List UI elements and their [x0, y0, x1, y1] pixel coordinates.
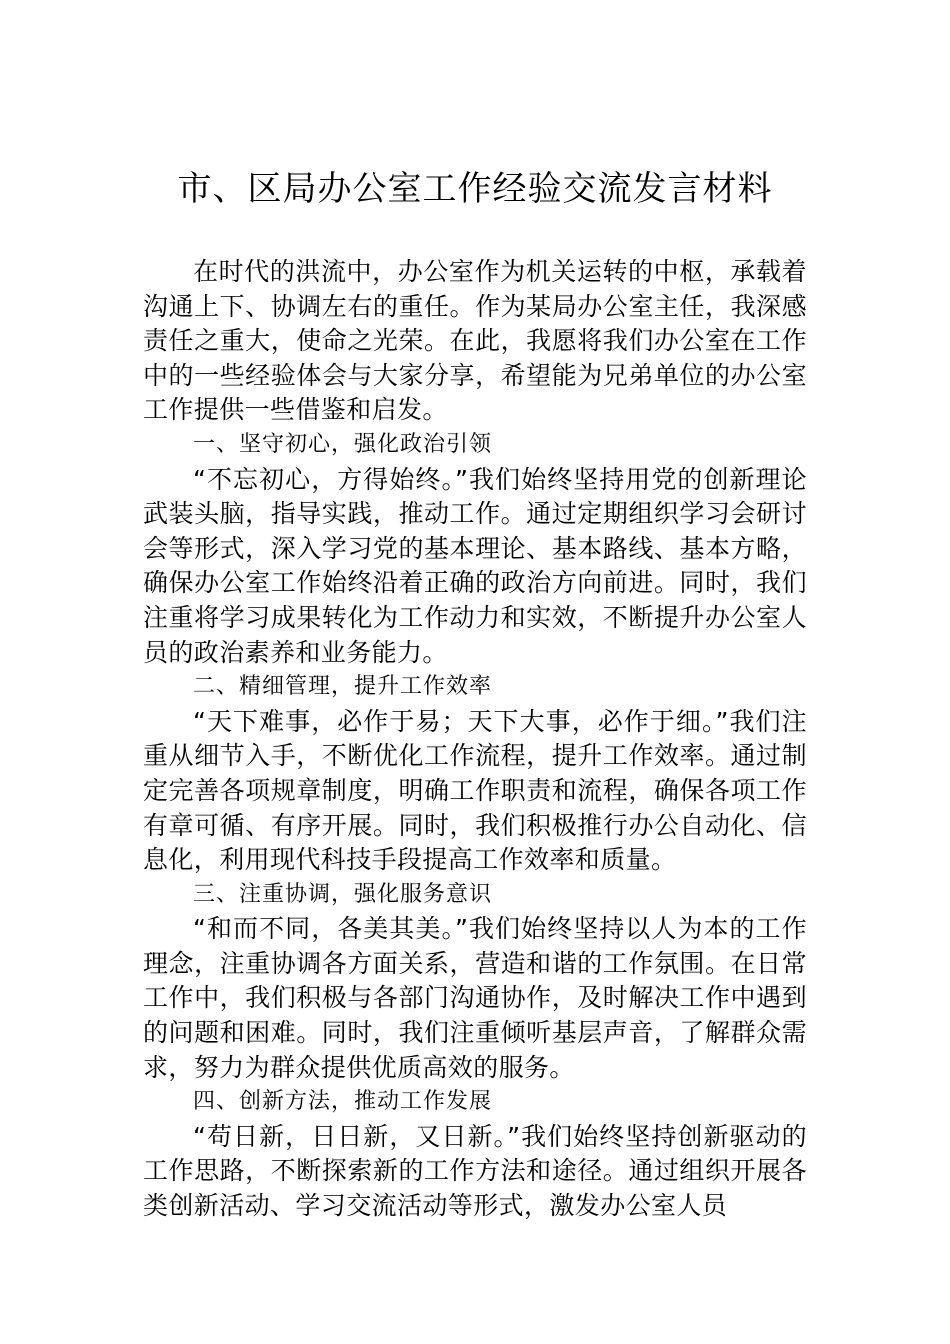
document-body	[143, 255, 807, 1224]
document-title: 市、区局办公室工作经验交流发言材料	[177, 169, 773, 209]
intro-paragraph: 在时代的洪流中，办公室作为机关运转的中枢，承载着沟通上下、协调左右的重任。作为某局办公室主任，我深感责任之重大，使命之光荣。在此，我愿将我们办公室在工作中的一些经验体会与大家分享，希望能为兄弟单位的办公室工作提供一些借鉴和启发。	[143, 257, 807, 425]
section-paragraph-3: “和而不同，各美其美。”我们始终坚持以人为本的工作理念，注重协调各方面关系，营造和谐的工作氛围。在日常工作中，我们积极与各部门沟通协作，及时解决工作中遇到的问题和困难。同时，我们注重倾听基层声音，了解群众需求，努力为群众提供优质高效的服务。	[143, 914, 807, 1082]
section-paragraph-1: “不忘初心，方得始终。”我们始终坚持用党的创新理论武装头脑，指导实践，推动工作。通过定期组织学习会研讨会等形式，深入学习党的基本理论、基本路线、基本方略，确保办公室工作始终沿着正确的政治方向前进。同时，我们注重将学习成果转化为工作动力和实效，不断提升办公室人员的政治素养和业务能力。	[143, 464, 807, 667]
section-paragraph-2: “天下难事，必作于易；天下大事，必作于细。”我们注重从细节入手，不断优化工作流程，提升工作效率。通过制定完善各项规章制度，明确工作职责和流程，确保各项工作有章可循、有序开展。同时，我们积极推行办公自动化、信息化，利用现代科技手段提高工作效率和质量。	[143, 706, 807, 875]
section-paragraph-4: “苟日新，日日新，又日新。”我们始终坚持创新驱动的工作思路，不断探索新的工作方法和途径。通过组织开展各类创新活动、学习交流活动等形式，激发办公室人员	[143, 1121, 807, 1221]
section-heading-1: 一、坚守初心，强化政治引领	[193, 431, 493, 457]
section-heading-3: 三、注重协调，强化服务意识	[193, 881, 493, 907]
section-heading-2: 二、精细管理，提升工作效率	[193, 674, 493, 700]
section-heading-4: 四、创新方法，推动工作发展	[193, 1089, 493, 1115]
